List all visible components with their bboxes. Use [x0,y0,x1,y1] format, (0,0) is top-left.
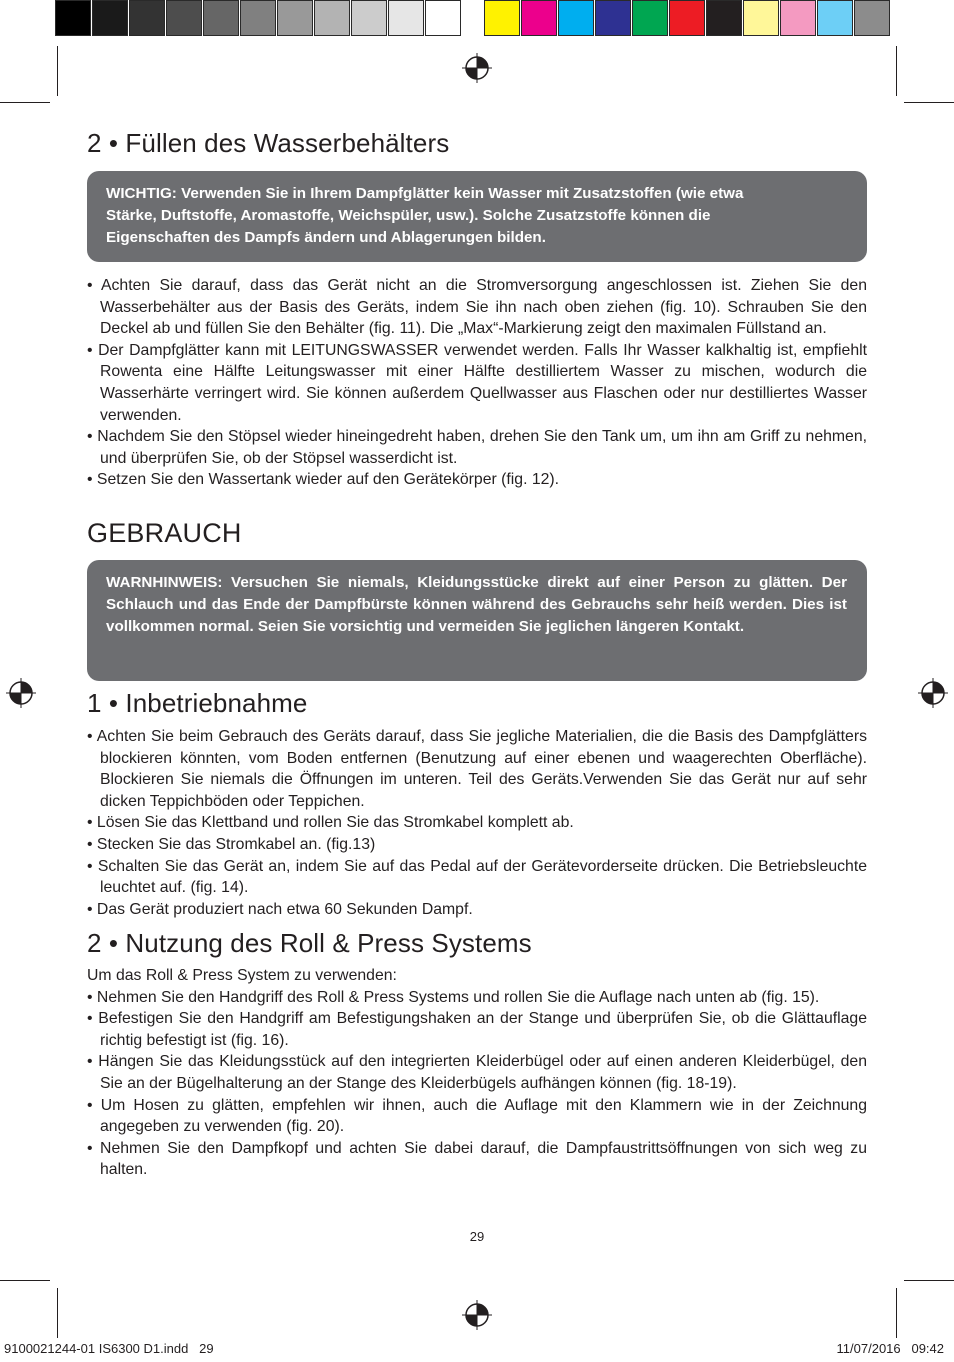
bullet-list [87,726,867,920]
color-calibration-bar [484,0,891,38]
color-swatch [780,0,816,36]
color-swatch [425,0,461,36]
color-swatch [521,0,557,36]
warning-text: Verwenden Sie in Ihrem Dampfglätter kein Wasser mit Zusatzstoffen (wie etwa Stärke, Duftstoffe, Aromastoffe, Weichspüler, usw.). Solche Zusatzstoffe können die Eigenschaften des Dampfs ändern und Ablagerungen bilden. [106,185,744,246]
footer-timestamp: 11/07/2016 09:42 [836,1341,944,1356]
registration-mark-icon [462,1300,492,1330]
list-item: • Der Dampfglätter kann mit LEITUNGSWASSER verwendet werden. Falls Ihr Wasser kalkhaltig ist, empfiehlt Rowenta eine Hälfte Leitungswasser mit einer Hälfte destilliertem Wasser zu mischen, wodurch die Wasserhärte verringert wird. Sie können außerdem Quellwasser aus Flaschen oder nur destilliertes Wasser verwenden. [87,340,867,426]
crop-mark [896,46,897,96]
color-swatch [669,0,705,36]
warning-text: Versuchen Sie niemals, Kleidungsstücke direkt auf einer Person zu glätten. Der Schlauch und das Ende der Dampfbürste können während des Gebrauchs sehr heiß werden. Dies ist vollkommen normal. Seien Sie vorsichtig und vermeiden Sie jeglichen längeren Kontakt. [106,574,847,635]
color-swatch [55,0,91,36]
registration-mark-icon [462,53,492,83]
list-item: • Achten Sie beim Gebrauch des Geräts darauf, dass Sie jegliche Materialien, die die Basis des Dampfglätters blockieren könnten, vom Boden entfernen (Benutzung auf einer ebenen und waagerechten Oberfläche). Blockieren Sie niemals die Öffnungen im unteren. Teil des Geräts.Verwenden Sie das Gerät nur auf sehr dicken Teppichböden oder Teppichen. [87,726,867,812]
crop-mark [57,46,58,96]
intro-text: Um das Roll & Press System zu verwenden: [87,967,397,984]
color-swatch [166,0,202,36]
registration-mark-icon [918,678,948,708]
color-swatch [854,0,890,36]
bullet-list [87,275,867,491]
color-swatch [129,0,165,36]
crop-mark [904,102,954,103]
color-swatch [558,0,594,36]
color-swatch [595,0,631,36]
warning-label: WICHTIG: [106,185,177,202]
list-item: • Um Hosen zu glätten, empfehlen wir ihnen, auch die Auflage mit den Klammern wie in der Zeichnung angegeben zu verwenden (fig. 20). [87,1095,867,1138]
list-item: • Schalten Sie das Gerät an, indem Sie auf das Pedal auf der Gerätevorderseite drücken. Die Betriebsleuchte leuchtet auf. (fig. 14). [87,856,867,899]
color-swatch [314,0,350,36]
bullet-list [87,987,867,1181]
list-item: • Nehmen Sie den Dampfkopf und achten Sie dabei darauf, die Dampfaustrittsöffnungen von sich weg zu halten. [87,1138,867,1181]
crop-mark [896,1288,897,1338]
color-swatch [351,0,387,36]
color-swatch [484,0,520,36]
list-item: • Achten Sie darauf, dass das Gerät nicht an die Stromversorgung angeschlossen ist. Ziehen Sie den Wasserbehälter aus der Basis des Geräts, indem Sie ihn nach oben ziehen (fig. 10). Schrauben Sie den Deckel ab und füllen Sie den Behälter (fig. 11). Die „Max“-Markierung zeigt den maximalen Füllstand an. [87,275,867,340]
section-heading: 2 • Füllen des Wasserbehälters [87,128,450,158]
color-swatch [92,0,128,36]
crop-mark [0,1280,50,1281]
page-number: 29 [469,1229,485,1244]
list-item: • Das Gerät produziert nach etwa 60 Sekunden Dampf. [87,899,867,921]
crop-mark [57,1288,58,1338]
color-swatch [388,0,424,36]
list-item: • Nehmen Sie den Handgriff des Roll & Press Systems und rollen Sie die Auflage nach unten ab (fig. 15). [87,987,867,1009]
warning-label: WARNHINWEIS: [106,574,223,591]
color-swatch [743,0,779,36]
color-swatch [277,0,313,36]
crop-mark [904,1280,954,1281]
list-item: • Lösen Sie das Klettband und rollen Sie das Stromkabel komplett ab. [87,812,867,834]
list-item: • Nachdem Sie den Stöpsel wieder hineingedreht haben, drehen Sie den Tank um, um ihn am Griff zu nehmen, und überprüfen Sie, ob der Stöpsel wasserdicht ist. [87,426,867,469]
grayscale-calibration-bar [55,0,462,38]
color-swatch [632,0,668,36]
color-swatch [203,0,239,36]
list-item: • Hängen Sie das Kleidungsstück auf den integrierten Kleiderbügel oder auf einen anderen Kleiderbügel, den Sie an der Bügelhalterung an der Stange des Kleiderbügels aufhängen können (fig. 18-19). [87,1051,867,1094]
registration-mark-icon [6,678,36,708]
color-swatch [240,0,276,36]
crop-mark [0,102,50,103]
color-swatch [817,0,853,36]
color-swatch [706,0,742,36]
list-item: • Befestigen Sie den Handgriff am Befestigungshaken an der Stange und überprüfen Sie, ob die Glättauflage richtig befestigt ist (fig. 16). [87,1008,867,1051]
section-heading: 2 • Nutzung des Roll & Press Systems [87,928,532,958]
important-notice-box [87,171,867,262]
list-item: • Stecken Sie das Stromkabel an. (fig.13) [87,834,867,856]
section-heading: 1 • Inbetriebnahme [87,688,308,718]
warning-notice-box [87,560,867,681]
list-item: • Setzen Sie den Wassertank wieder auf den Gerätekörper (fig. 12). [87,469,867,491]
chapter-heading: GEBRAUCH [87,518,242,548]
footer-filename: 9100021244-01 IS6300 D1.indd 29 [4,1341,214,1356]
